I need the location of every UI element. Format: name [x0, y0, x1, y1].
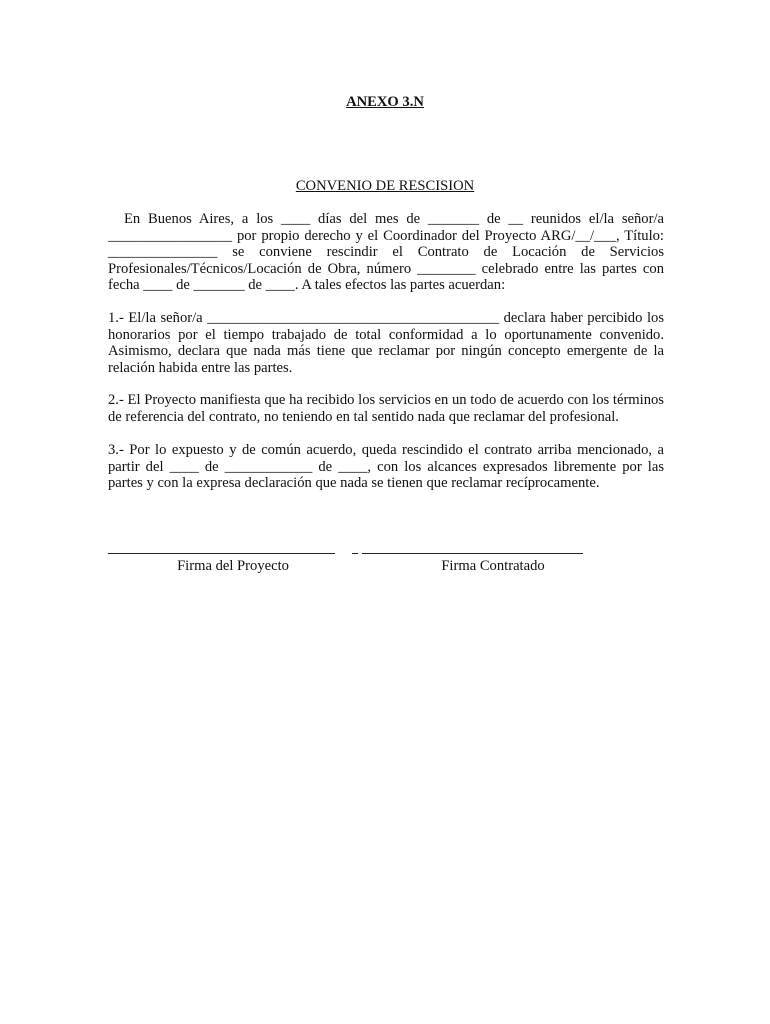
signature-separator — [352, 553, 358, 554]
paragraph-intro — [108, 211, 664, 294]
document-subtitle: CONVENIO DE RESCISION — [295, 178, 475, 194]
paragraph-clause-3: 3.- Por lo expuesto y de común acuerdo, queda rescindido el contrato arriba mencionado, a partir del ____ de ____________ de ____, con los alcances expresados libremente por las partes y con la expresa declaración que nada se tienen que reclamar recíprocamente. — [108, 442, 664, 492]
signature-label-project: Firma del Proyecto — [177, 558, 289, 574]
signature-line-project — [108, 553, 335, 554]
paragraph-clause-2: 2.- El Proyecto manifiesta que ha recibido los servicios en un todo de acuerdo con los términos de referencia del contrato, no teniendo en tal sentido nada que reclamar del profesional. — [108, 392, 664, 425]
document-title: ANEXO 3.N — [346, 94, 424, 110]
signature-line-contractor — [362, 553, 583, 554]
signature-label-contractor: Firma Contratado — [441, 558, 545, 574]
paragraph-intro-text: En Buenos Aires, a los ____ días del mes de _______ de __ reunidos el/la señor/a _________________ por propio derecho y el Coordinador del Proyecto ARG/__/___, Título: _______________ se conviene rescindir el Contrato de Locación de Servicios Profesionales/Técnicos/Locación de Obra, número ________ celebrado entre las partes con fecha ____ de _______ de ____. A tales efectos las partes acuerdan: — [108, 211, 664, 294]
paragraph-clause-1: 1.- El/la señor/a ________________________________________ declara haber percibido los honorarios por el tiempo trabajado de total conformidad a lo oportunamente convenido. Asimismo, declara que nada más tiene que reclamar por ningún concepto emergente de la relación habida entre las partes. — [108, 310, 664, 376]
